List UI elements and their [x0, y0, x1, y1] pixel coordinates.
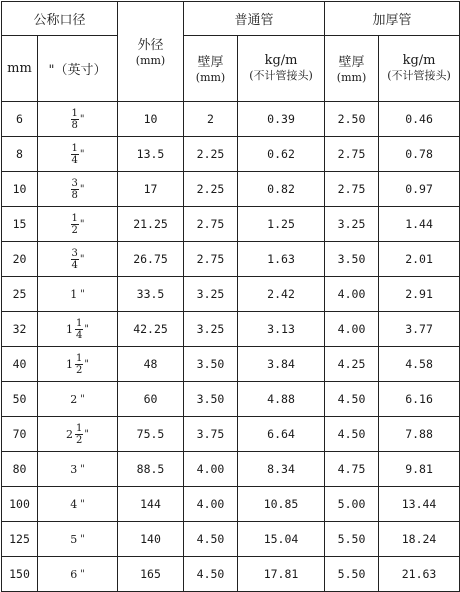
mm-cell: 25 [2, 277, 38, 312]
kgm-ordinary-cell: 0.82 [238, 172, 325, 207]
fraction-denominator: 4 [71, 154, 78, 166]
table-row [2, 137, 460, 172]
wall-thickness-ordinary-header [184, 36, 238, 102]
inch-whole: 6 [70, 568, 78, 581]
mm-cell: 10 [2, 172, 38, 207]
table-row [2, 277, 460, 312]
mm-cell: 8 [2, 137, 38, 172]
inch-whole: 2 [70, 393, 78, 406]
wall-thickness-thick-cell: 4.50 [325, 417, 379, 452]
table-row [2, 417, 460, 452]
kgm-thick-cell: 0.46 [379, 102, 460, 137]
wall-thickness-ordinary-cell: 2.75 [184, 207, 238, 242]
inch-mark: " [84, 358, 89, 370]
kgm-thick-cell: 21.63 [379, 557, 460, 592]
wall-thickness-unit: (mm) [195, 71, 226, 84]
inch-mark: " [80, 569, 85, 580]
kgm-ordinary-cell: 3.13 [238, 312, 325, 347]
mm-cell: 6 [2, 102, 38, 137]
inch-mark: " [84, 323, 89, 335]
wall-thickness-ordinary-cell: 4.00 [184, 452, 238, 487]
wall-thickness-thick-header [325, 36, 379, 102]
inch-fraction [71, 178, 79, 201]
kgm-thick-cell: 0.97 [379, 172, 460, 207]
fraction-denominator: 2 [71, 224, 78, 236]
mm-cell: 40 [2, 347, 38, 382]
kgm-ordinary-cell: 4.88 [238, 382, 325, 417]
fraction-denominator: 2 [76, 364, 83, 376]
wall-thickness-thick-cell: 3.50 [325, 242, 379, 277]
inch-cell [38, 417, 118, 452]
table-row [2, 347, 460, 382]
table-row [2, 207, 460, 242]
wall-thickness-label: 壁厚 [338, 55, 365, 70]
wall-thickness-ordinary-cell: 3.25 [184, 277, 238, 312]
table-row [2, 382, 460, 417]
kgm-ordinary-cell: 15.04 [238, 522, 325, 557]
inch-mark: " [84, 428, 89, 440]
table-row [2, 452, 460, 487]
kgm-ordinary-cell: 17.81 [238, 557, 325, 592]
inch-cell [38, 172, 118, 207]
outer-diameter-cell: 42.25 [118, 312, 184, 347]
wall-thickness-thick-cell: 2.75 [325, 137, 379, 172]
wall-thickness-thick-cell: 5.00 [325, 487, 379, 522]
kgm-thick-cell: 2.91 [379, 277, 460, 312]
kgm-note: (不计管接头) [249, 69, 313, 82]
inch-fraction [75, 353, 83, 376]
fraction-numerator: 1 [71, 142, 78, 154]
fraction-denominator: 8 [71, 189, 78, 201]
kgm-ordinary-cell: 10.85 [238, 487, 325, 522]
wall-thickness-thick-cell: 5.50 [325, 522, 379, 557]
wall-thickness-ordinary-cell: 2 [184, 102, 238, 137]
inch-cell [38, 347, 118, 382]
fraction-numerator: 1 [71, 212, 78, 224]
table-row [2, 172, 460, 207]
ordinary-pipe-header: 普通管 [184, 2, 325, 36]
outer-diameter-cell: 48 [118, 347, 184, 382]
kgm-thick-cell: 13.44 [379, 487, 460, 522]
inch-mark: " [80, 534, 85, 545]
wall-thickness-ordinary-cell: 3.50 [184, 382, 238, 417]
wall-thickness-ordinary-cell: 3.50 [184, 347, 238, 382]
outer-diameter-cell: 13.5 [118, 137, 184, 172]
inch-cell [38, 557, 118, 592]
mm-cell: 32 [2, 312, 38, 347]
inch-whole: 1 [70, 288, 78, 301]
wall-thickness-label: 壁厚 [197, 55, 224, 70]
kgm-thick-cell: 1.44 [379, 207, 460, 242]
kgm-label: kg/m [402, 53, 436, 68]
outer-diameter-cell: 165 [118, 557, 184, 592]
inch-mark: " [80, 499, 85, 510]
inch-fraction [71, 143, 79, 166]
wall-thickness-thick-cell: 4.75 [325, 452, 379, 487]
kgm-thick-cell: 3.77 [379, 312, 460, 347]
inch-mark: " [80, 464, 85, 475]
wall-thickness-thick-cell: 5.50 [325, 557, 379, 592]
kgm-thick-cell: 9.81 [379, 452, 460, 487]
outer-diameter-cell: 21.25 [118, 207, 184, 242]
kgm-ordinary-cell: 3.84 [238, 347, 325, 382]
outer-diameter-unit: (mm) [135, 54, 166, 67]
inch-cell [38, 207, 118, 242]
inch-fraction [71, 213, 79, 236]
wall-thickness-ordinary-cell: 2.75 [184, 242, 238, 277]
kgm-thick-header [379, 36, 460, 102]
mm-cell: 50 [2, 382, 38, 417]
kgm-label: kg/m [264, 53, 298, 68]
inch-fraction [75, 318, 83, 341]
kgm-ordinary-header [238, 36, 325, 102]
table-row [2, 557, 460, 592]
inch-cell [38, 487, 118, 522]
mm-cell: 15 [2, 207, 38, 242]
inch-mark: " [80, 289, 85, 300]
mm-cell: 80 [2, 452, 38, 487]
inch-cell [38, 522, 118, 557]
inch-whole: 4 [70, 498, 78, 511]
mm-cell: 100 [2, 487, 38, 522]
kgm-ordinary-cell: 6.64 [238, 417, 325, 452]
outer-diameter-cell: 26.75 [118, 242, 184, 277]
kgm-thick-cell: 4.58 [379, 347, 460, 382]
outer-diameter-cell: 60 [118, 382, 184, 417]
wall-thickness-thick-cell: 2.75 [325, 172, 379, 207]
outer-diameter-cell: 144 [118, 487, 184, 522]
inch-cell [38, 277, 118, 312]
inch-cell [38, 382, 118, 417]
outer-diameter-cell: 140 [118, 522, 184, 557]
wall-thickness-ordinary-cell: 3.25 [184, 312, 238, 347]
inch-whole: 5 [70, 533, 78, 546]
outer-diameter-cell: 75.5 [118, 417, 184, 452]
inch-cell [38, 312, 118, 347]
wall-thickness-ordinary-cell: 4.00 [184, 487, 238, 522]
wall-thickness-ordinary-cell: 3.75 [184, 417, 238, 452]
inch-cell [38, 452, 118, 487]
kgm-ordinary-cell: 0.62 [238, 137, 325, 172]
wall-thickness-ordinary-cell: 4.50 [184, 522, 238, 557]
fraction-numerator: 1 [71, 107, 78, 119]
table-body [2, 102, 460, 592]
inch-whole: 3 [70, 463, 78, 476]
wall-thickness-unit: (mm) [336, 71, 367, 84]
inch-mark: " [79, 113, 85, 125]
kgm-ordinary-cell: 2.42 [238, 277, 325, 312]
outer-diameter-header [118, 2, 184, 102]
wall-thickness-ordinary-cell: 2.25 [184, 137, 238, 172]
kgm-note: (不计管接头) [387, 69, 451, 82]
wall-thickness-thick-cell: 4.25 [325, 347, 379, 382]
mm-cell: 125 [2, 522, 38, 557]
table-row [2, 487, 460, 522]
inch-whole: 1 [66, 357, 74, 371]
inch-mark: " [79, 253, 85, 265]
wall-thickness-thick-cell: 4.00 [325, 277, 379, 312]
table-row [2, 242, 460, 277]
inch-cell [38, 137, 118, 172]
outer-diameter-cell: 17 [118, 172, 184, 207]
kgm-ordinary-cell: 8.34 [238, 452, 325, 487]
thick-pipe-header: 加厚管 [325, 2, 460, 36]
inch-cell [38, 102, 118, 137]
inch-mark: " [79, 148, 85, 160]
wall-thickness-thick-cell: 4.50 [325, 382, 379, 417]
fraction-denominator: 2 [76, 434, 83, 446]
fraction-denominator: 8 [71, 119, 78, 131]
fraction-denominator: 4 [76, 329, 83, 341]
outer-diameter-label: 外径 [137, 38, 164, 53]
inch-fraction [71, 248, 79, 271]
inch-mark: " [79, 183, 85, 195]
kgm-thick-cell: 18.24 [379, 522, 460, 557]
mm-cell: 70 [2, 417, 38, 452]
wall-thickness-thick-cell: 4.00 [325, 312, 379, 347]
mm-header: mm [2, 36, 38, 102]
inch-cell [38, 242, 118, 277]
outer-diameter-cell: 10 [118, 102, 184, 137]
wall-thickness-thick-cell: 2.50 [325, 102, 379, 137]
mm-cell: 20 [2, 242, 38, 277]
kgm-ordinary-cell: 1.63 [238, 242, 325, 277]
kgm-ordinary-cell: 0.39 [238, 102, 325, 137]
kgm-thick-cell: 7.88 [379, 417, 460, 452]
mm-cell: 150 [2, 557, 38, 592]
inch-whole: 2 [66, 427, 74, 441]
fraction-numerator: 3 [71, 247, 78, 259]
fraction-numerator: 1 [76, 317, 83, 329]
outer-diameter-cell: 33.5 [118, 277, 184, 312]
inch-mark: " [79, 218, 85, 230]
nominal-diameter-header: 公称口径 [2, 2, 118, 36]
fraction-numerator: 1 [76, 352, 83, 364]
kgm-thick-cell: 6.16 [379, 382, 460, 417]
wall-thickness-thick-cell: 3.25 [325, 207, 379, 242]
wall-thickness-ordinary-cell: 2.25 [184, 172, 238, 207]
inch-fraction [75, 423, 83, 446]
wall-thickness-ordinary-cell: 4.50 [184, 557, 238, 592]
kgm-ordinary-cell: 1.25 [238, 207, 325, 242]
inch-whole: 1 [66, 322, 74, 336]
outer-diameter-cell: 88.5 [118, 452, 184, 487]
inch-mark: " [80, 394, 85, 405]
table-row [2, 312, 460, 347]
inch-fraction [71, 108, 79, 131]
inch-header: "（英寸） [38, 36, 118, 102]
fraction-numerator: 3 [71, 177, 78, 189]
table-row [2, 522, 460, 557]
pipe-spec-table [1, 1, 460, 592]
table-row [2, 102, 460, 137]
kgm-thick-cell: 2.01 [379, 242, 460, 277]
kgm-thick-cell: 0.78 [379, 137, 460, 172]
fraction-numerator: 1 [76, 422, 83, 434]
fraction-denominator: 4 [71, 259, 78, 271]
